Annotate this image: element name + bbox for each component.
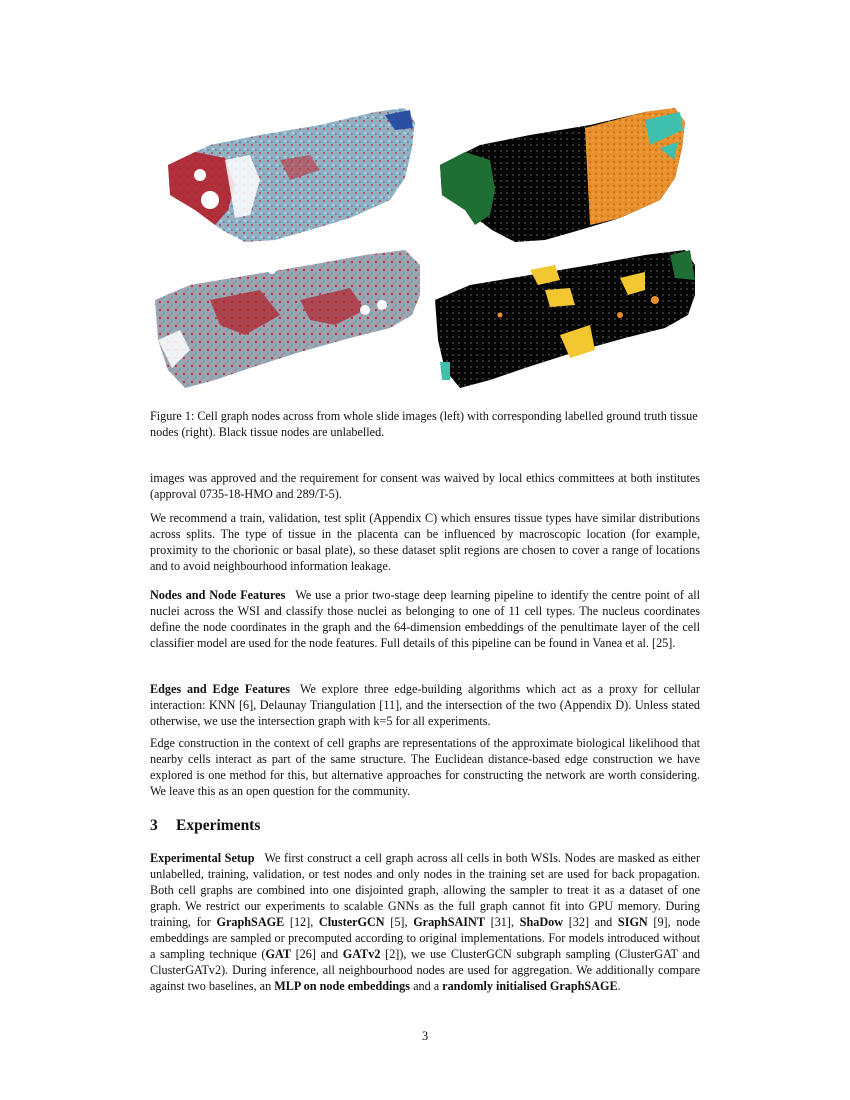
figure-1-tissue-panels (150, 100, 700, 400)
section-heading (150, 817, 260, 835)
baseline-random-graphsage: randomly initialised GraphSAGE (442, 979, 618, 993)
model-graphsage: GraphSAGE (216, 915, 285, 929)
model-shadow: ShaDow (519, 915, 564, 929)
model-clustergcn: ClusterGCN (318, 915, 385, 929)
edges-text: We explore three edge-building algorithms which act as a proxy for cellular interaction: KNN [6], Delaunay Triangulation [11], and the intersection of the two (Appendix D). Unless stated otherwise, we use the intersection graph with k=5 for all experiments. (150, 682, 700, 728)
panel-labels-top-right (440, 108, 685, 242)
paragraph-experimental-setup: Experimental Setup We first construct a cell graph across all cells in both WSIs. Nodes are masked as either unlabelled, training, validation, or test nodes and only nodes in the training set are used for back propagation. Both cell graphs are combined into one disjointed graph, allowing the sampler to treat it as a dataset of one graph. We restrict our experiments to scalable GNNs as the full graph cannot fit into GPU memory. During training, for GraphSAGE [12], ClusterGCN [5], GraphSAINT [31], ShaDow [32] and SIGN [9], node embeddings are sampled or precomputed according to original implementations. For models introduced without a sampling technique (GAT [26] and GATv2 [2]), we use ClusterGCN subgraph sampling (ClusterGAT and ClusterGATv2). During inference, all neighbourhood nodes are used for aggregation. We additionally compare against two baselines, an MLP on node embeddings and a randomly initialised GraphSAGE. (150, 851, 701, 993)
panel-labels-bottom-right (435, 250, 695, 388)
model-graphsaint: GraphSAINT (413, 915, 485, 929)
paragraph-ethics: images was approved and the requirement for consent was waived by local ethics committees at both institutes (approval 0735-18-HMO and 289/T-5). (150, 471, 700, 501)
paragraph-split: We recommend a train, validation, test split (Appendix C) which ensures tissue types have similar distributions across splits. The type of tissue in the placenta can be influenced by macroscopic location (for example, proximity to the chorionic or basal plate), so these dataset split regions are chosen to cover a range of locations and to avoid neighbourhood information leakage. (150, 511, 700, 573)
nodes-text: We use a prior two-stage deep learning pipeline to identify the centre point of all nuclei across the WSI and classify those nuclei as belonging to one of 11 cell types. The nucleus coordinates define the node coordinates in the graph and the 64-dimension embeddings of the penultimate layer of the cell classifier model are used for the node features. Full details of this pipeline can be found in Vanea et al. [25]. (150, 588, 700, 650)
paragraph-edge-construction: Edge construction in the context of cell graphs are representations of the approximate biological likelihood that nearby cells interact as part of the same structure. The Euclidean distance-based edge construction we have explored is one method for this, but alternative approaches for constructing the network are worth considering. We leave this as an open question for the community. (150, 736, 700, 798)
model-sign: SIGN (617, 915, 648, 929)
section-title: Experiments (176, 817, 261, 834)
setup-heading: Experimental Setup (150, 851, 255, 865)
paragraph-nodes (150, 587, 700, 651)
nodes-heading: Nodes and Node Features (150, 588, 286, 602)
edges-heading: Edges and Edge Features (150, 682, 290, 696)
baseline-mlp: MLP on node embeddings (274, 979, 411, 993)
model-gat: GAT (265, 947, 291, 961)
paragraph-edges (150, 681, 700, 729)
model-gatv2: GATv2 (342, 947, 381, 961)
figure-caption: Figure 1: Cell graph nodes across from whole slide images (left) with corresponding labelled ground truth tissue nodes (right). Black tissue nodes are unlabelled. (150, 409, 698, 439)
panel-wsi-top-left (168, 108, 415, 242)
page-number: 3 (421, 1029, 429, 1043)
panel-wsi-bottom-left (155, 250, 420, 388)
section-number: 3 (150, 817, 158, 834)
